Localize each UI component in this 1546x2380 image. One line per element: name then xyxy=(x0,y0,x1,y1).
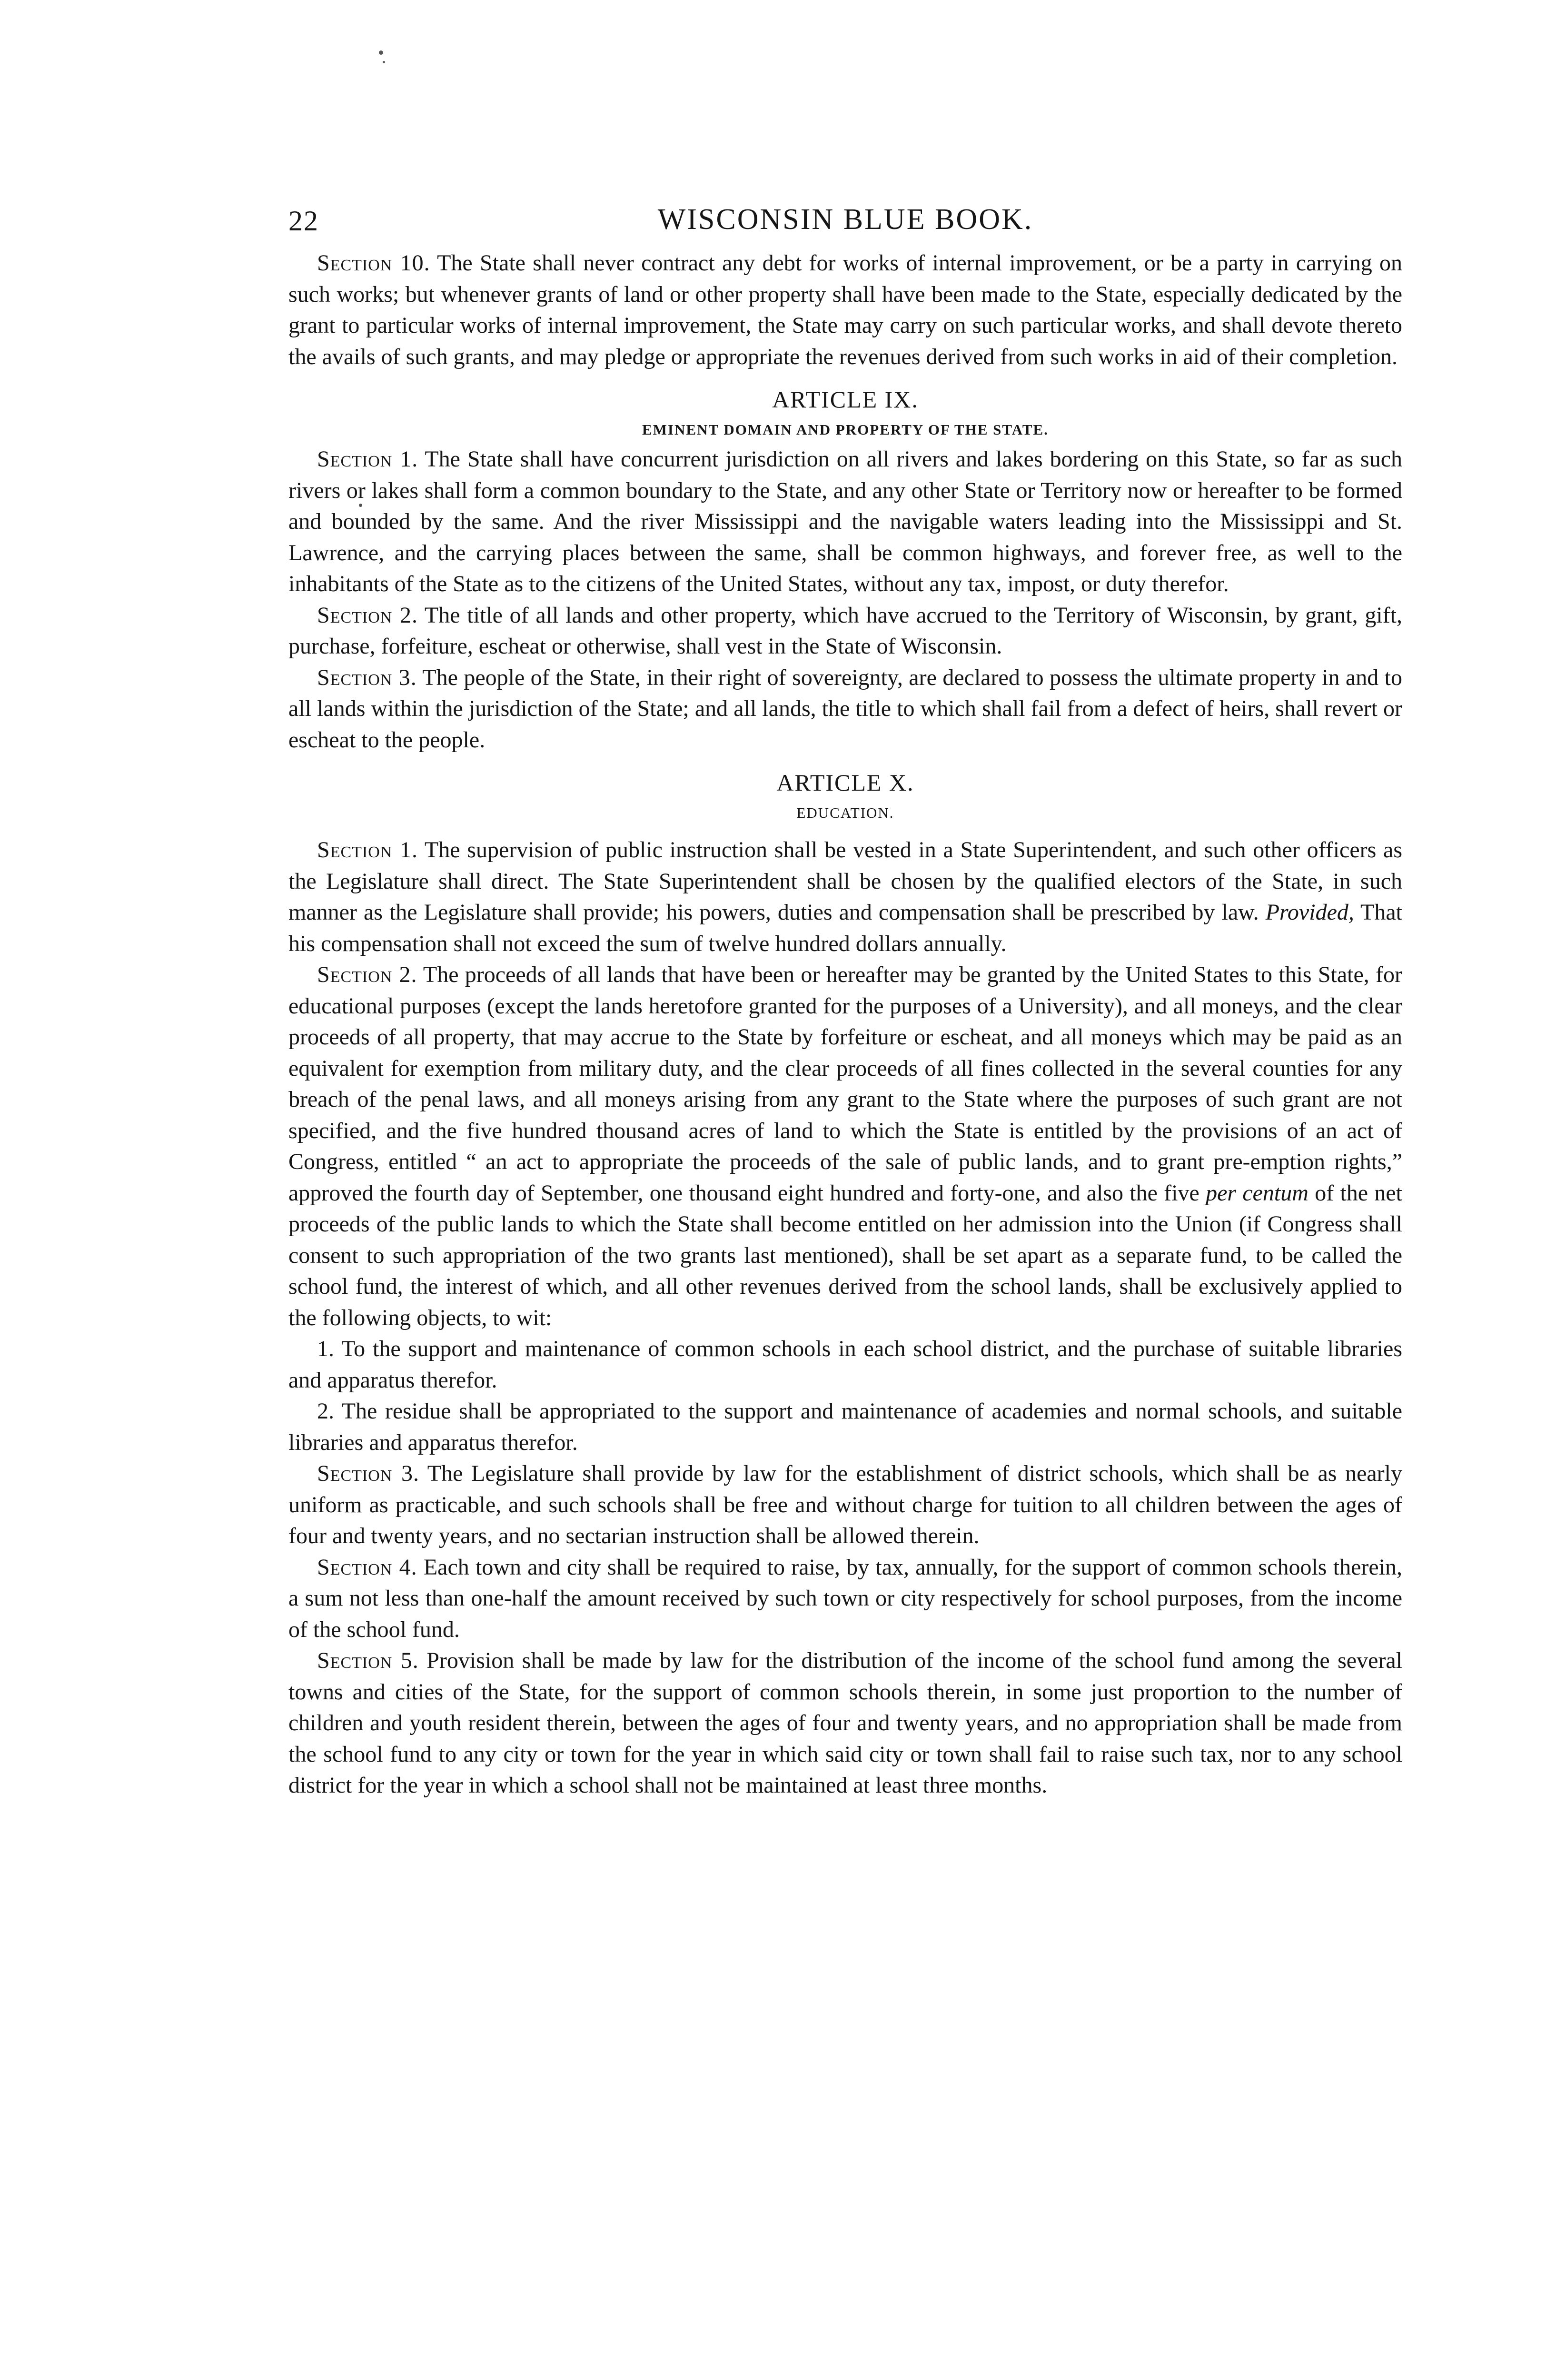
scan-speck xyxy=(383,61,385,63)
section-label: Section 3. xyxy=(317,664,417,690)
section-label: Section 2. xyxy=(317,602,418,628)
section-10-paragraph xyxy=(288,248,1402,372)
article-x-section-4 xyxy=(288,1552,1402,1646)
section-label: Section 1. xyxy=(317,837,418,863)
scan-speck xyxy=(379,50,383,55)
article-x-section-3 xyxy=(288,1458,1402,1552)
section-text: The State shall have concurrent jurisdiction on all rivers and lakes bordering on this State, so far as such rivers or lakes shall form a common boundary to the State, and any other State or Territory now or hereafter to be formed and bounded by the same. And the river Mississippi and the navigable waters leading into the Mississippi and St. Lawrence, and the carrying places between the same, shall be common highways, and forever free, as well to the inhabitants of the State as to the citizens of the United States, without any tax, impost, or duty therefor. xyxy=(288,446,1402,596)
section-text: That his compensation shall not exceed the sum of twelve hundred dollars annually. xyxy=(288,900,1402,956)
section-text: The Legislature shall provide by law for the establishment of district schools, which shall be as nearly uniform as practicable, and such schools shall be free and without charge for tuition to all children between the ages of four and twenty years, and no sectarian instruction shall be allowed therein. xyxy=(288,1461,1403,1548)
page-header xyxy=(288,190,1402,248)
article-x-section-5 xyxy=(288,1645,1402,1801)
provided-term: Provided, xyxy=(1265,900,1354,925)
running-head: WISCONSIN BLUE BOOK. xyxy=(657,203,1033,236)
section-label: Section 4. xyxy=(317,1554,417,1580)
list-item-2: 2. The residue shall be appropriated to the support and maintenance of academies and normal schools, and suitable libraries and apparatus therefor. xyxy=(288,1398,1402,1455)
section-text: Each town and city shall be required to raise, by tax, annually, for the support of common schools therein, a sum not less than one-half the amount received by such town or city respectively for school purposes, from the income of the school fund. xyxy=(288,1554,1403,1642)
article-x-heading: ARTICLE X. xyxy=(776,769,914,796)
article-ix-section-3 xyxy=(288,662,1402,756)
section-text: of the net proceeds of the public lands to which the State shall become entitled on her admission into the Union (if Congress shall consent to such appropriation of the two grants last mentioned), shall be set apart as a separate fund, to be called the school fund, the interest of which, and all other revenues derived from the school lands, shall be exclusively applied to the following objects, to wit: xyxy=(288,1180,1402,1330)
article-x-section-2 xyxy=(288,959,1402,1333)
section-text: The supervision of public instruction shall be vested in a State Superintendent, and such other officers as the Legislature shall direct. The State Superintendent shall be chosen by the qualified electors of the State, in such manner as the Legislature shall provide; his powers, duties and compensation shall be prescribed by law. xyxy=(288,837,1402,925)
section-label: Section 3. xyxy=(317,1461,419,1486)
section-text: The proceeds of all lands that have been or hereafter may be granted by the United States to this State, for educational purposes (except the lands heretofore granted for the purposes of a University), and all moneys, and the clear proceeds of all property, that may accrue to the State by forfeiture or escheat, and all moneys which may be paid as an equivalent for exemption from military duty, and the clear proceeds of all fines collected in the several counties for any breach of the penal laws, and all moneys arising from any grant to the State where the purposes of such grant are not specified, and the five hundred thousand acres of land to which the State is entitled by the provisions of an act of Congress, entitled “ an act to appropriate the proceeds of the sale of public lands, and to grant pre-emption rights,” approved the fourth day of September, one thousand eight hundred and forty-one, and also the five xyxy=(288,962,1402,1206)
article-ix-subtitle: EMINENT DOMAIN AND PROPERTY OF THE STATE. xyxy=(642,421,1049,438)
article-ix-section-1 xyxy=(288,444,1402,600)
list-item-1: 1. To the support and maintenance of common schools in each school district, and the purchase of suitable libraries and apparatus therefor. xyxy=(288,1336,1402,1393)
article-x-subtitle: EDUCATION. xyxy=(796,804,894,821)
section-text: Provision shall be made by law for the distribution of the income of the school fund among the several towns and cities of the State, for the support of common schools therein, in some just proportion to the number of children and youth resident therein, between the ages of four and twenty years, and no appropriation shall be made from the school fund to any city or town for the year in which said city or town shall fail to raise such tax, nor to any school district for the year in which a school shall not be maintained at least three months. xyxy=(288,1648,1402,1798)
article-ix-section-2 xyxy=(288,600,1402,662)
per-centum-term: per centum xyxy=(1206,1180,1308,1206)
section-text: The people of the State, in their right of sovereignty, are declared to possess the ultimate property in and to all lands within the jurisdiction of the State; and all lands, the title to which shall fail from a defect of heirs, shall revert or escheat to the people. xyxy=(288,664,1402,753)
section-text: The title of all lands and other property, which have accrued to the Territory of Wisconsin, by grant, gift, purchase, forfeiture, escheat or otherwise, shall vest in the State of Wisconsin. xyxy=(288,602,1403,659)
section-label: Section 1. xyxy=(317,446,418,472)
section-label: Section 10. xyxy=(317,250,430,276)
section-label: Section 2. xyxy=(317,962,417,987)
article-x-section-1 xyxy=(288,834,1402,959)
section-label: Section 5. xyxy=(317,1648,419,1673)
document-page xyxy=(288,190,1402,1801)
article-ix-heading: ARTICLE IX. xyxy=(772,386,919,413)
page-number: 22 xyxy=(288,205,319,237)
section-text: The State shall never contract any debt for works of internal improvement, or be a party in carrying on such works; but whenever grants of land or other property shall have been made to the State, especially dedicated by the grant to particular works of internal improvement, the State may carry on such particular works, and shall devote thereto the avails of such grants, and may pledge or appropriate the revenues derived from such works in aid of their completion. xyxy=(288,250,1403,369)
